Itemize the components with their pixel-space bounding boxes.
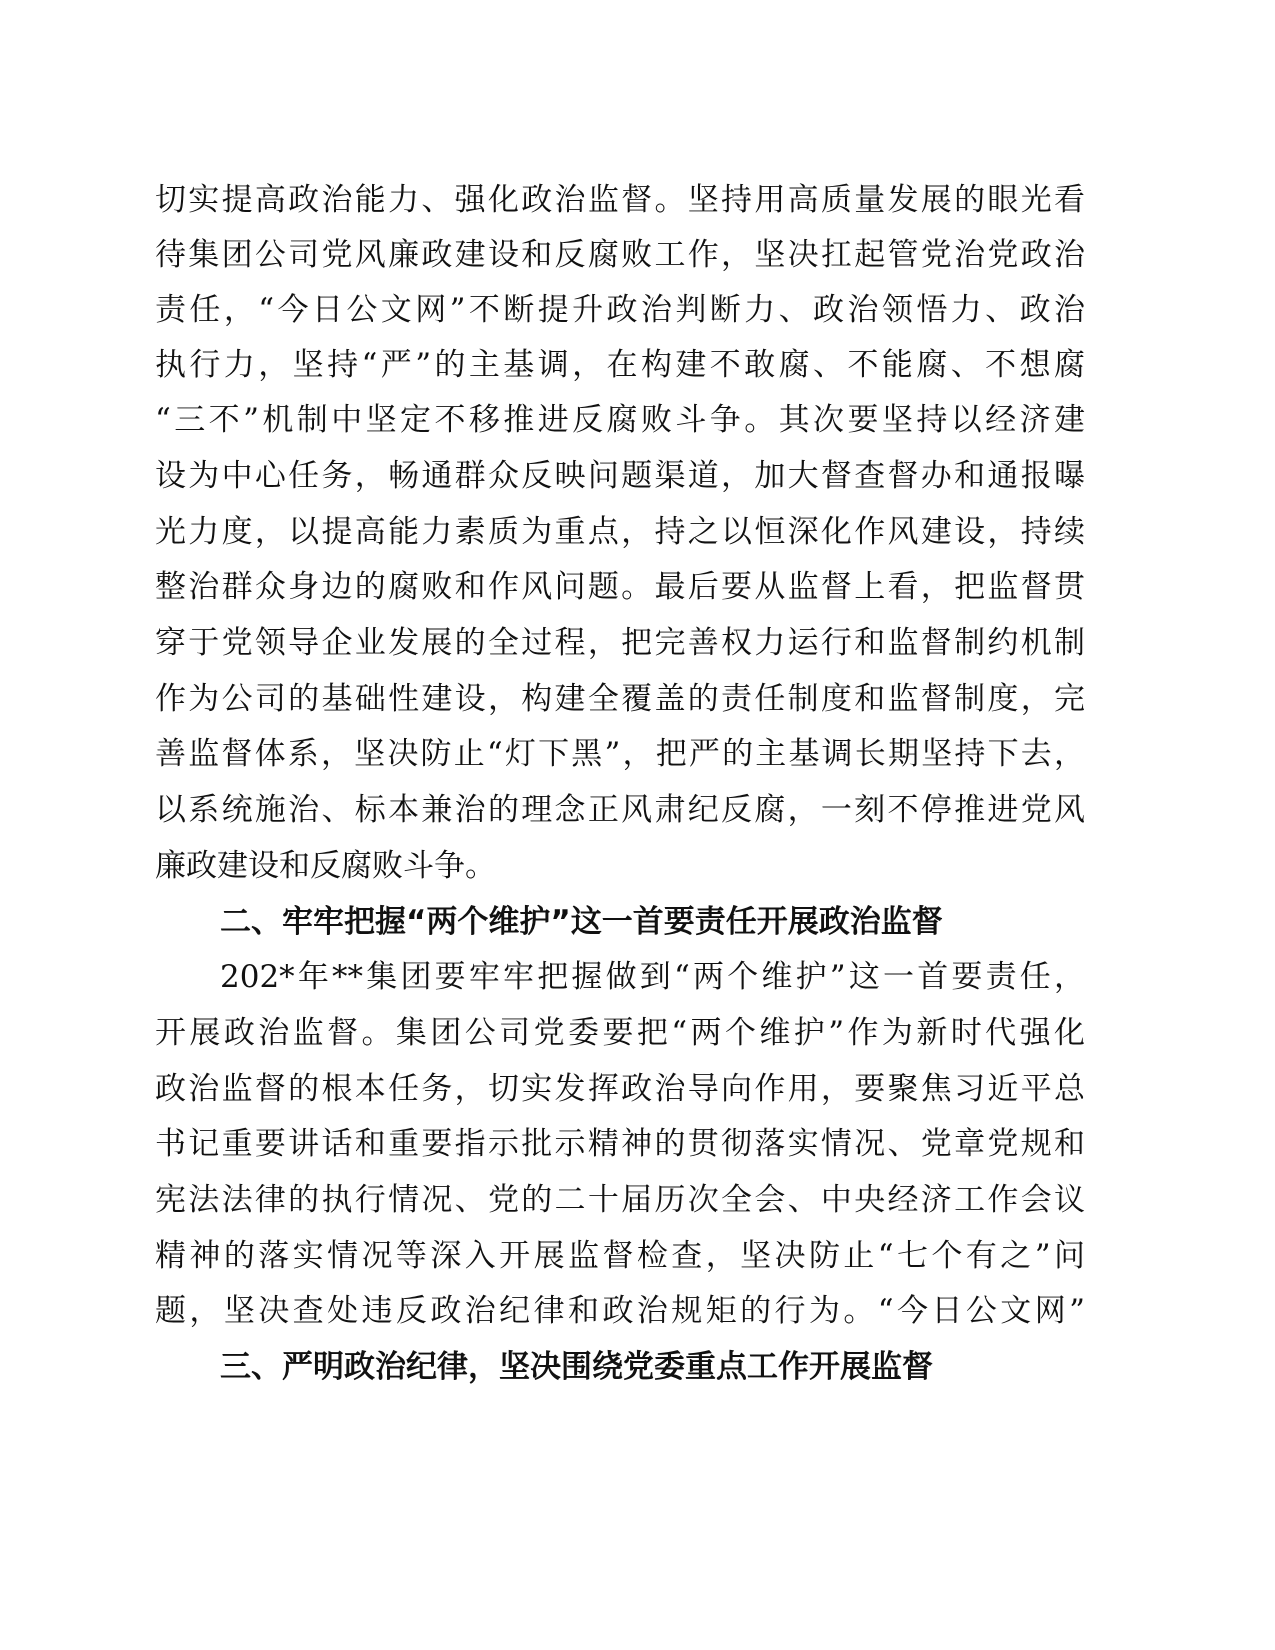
body-text-line: 作为公司的基础性建设，构建全覆盖的责任制度和监督制度，完 <box>155 681 1085 717</box>
body-text-line: 以系统施治、标本兼治的理念正风肃纪反腐，一刻不停推进党风 <box>155 792 1085 828</box>
body-text-line: 切实提高政治能力、强化政治监督。坚持用高质量发展的眼光看 <box>155 182 1085 218</box>
body-text-line: 穿于党领导企业发展的全过程，把完善权力运行和监督制约机制 <box>155 625 1085 661</box>
body-text-line: 开展政治监督。集团公司党委要把“两个维护”作为新时代强化 <box>155 1015 1085 1051</box>
body-text-line: 廉政建设和反腐败斗争。 <box>155 848 496 884</box>
section-heading: 三、严明政治纪律，坚决围绕党委重点工作开展监督 <box>220 1349 933 1385</box>
body-text-line: 责任，“今日公文网”不断提升政治判断力、政治领悟力、政治 <box>155 292 1085 328</box>
section-heading: 二、牢牢把握“两个维护”这一首要责任开展政治监督 <box>220 904 943 940</box>
body-text-line: 善监督体系，坚决防止“灯下黑”，把严的主基调长期坚持下去， <box>155 736 1085 772</box>
body-text-line: 书记重要讲话和重要指示批示精神的贯彻落实情况、党章党规和 <box>155 1126 1085 1162</box>
body-text-line: 宪法法律的执行情况、党的二十届历次全会、中央经济工作会议 <box>155 1182 1085 1218</box>
body-text-line: “三不”机制中坚定不移推进反腐败斗争。其次要坚持以经济建 <box>155 402 1085 438</box>
body-text-line: 精神的落实情况等深入开展监督检查，坚决防止“七个有之”问 <box>155 1238 1085 1274</box>
body-text-line: 执行力，坚持“严”的主基调，在构建不敢腐、不能腐、不想腐 <box>155 347 1085 383</box>
body-text-line: 待集团公司党风廉政建设和反腐败工作，坚决扛起管党治党政治 <box>155 237 1085 273</box>
body-text-line: 光力度，以提高能力素质为重点，持之以恒深化作风建设，持续 <box>155 514 1085 550</box>
body-text-line: 整治群众身边的腐败和作风问题。最后要从监督上看，把监督贯 <box>155 569 1085 605</box>
body-text-line: 题，坚决查处违反政治纪律和政治规矩的行为。“今日公文网” <box>155 1293 1085 1329</box>
body-text-line: 政治监督的根本任务，切实发挥政治导向作用，要聚焦习近平总 <box>155 1071 1085 1107</box>
body-text-line: 设为中心任务，畅通群众反映问题渠道，加大督查督办和通报曝 <box>155 458 1085 494</box>
body-text-line: 202*年**集团要牢牢把握做到“两个维护”这一首要责任， <box>220 959 1085 995</box>
